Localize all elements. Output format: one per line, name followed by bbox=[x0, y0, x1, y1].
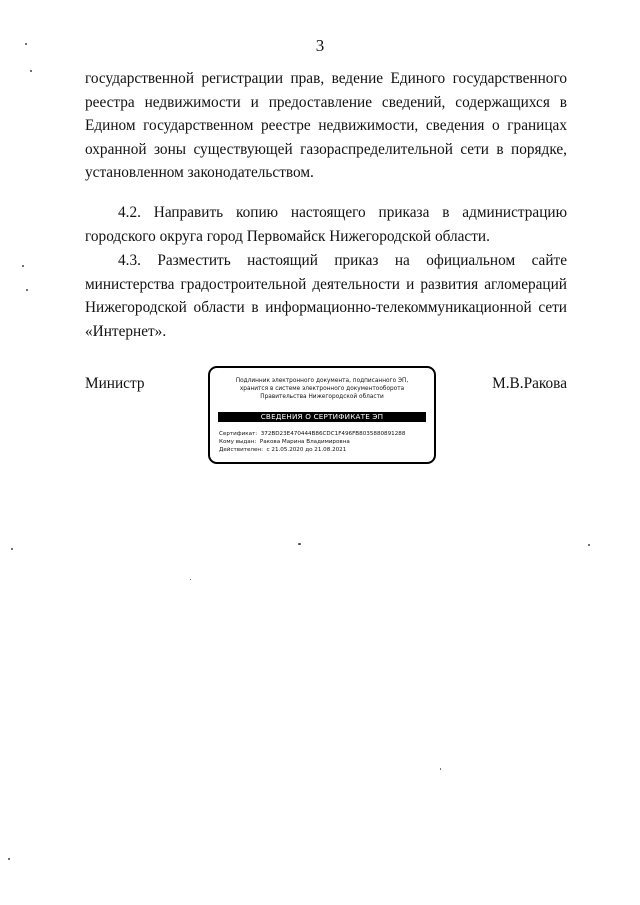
issued-to-row bbox=[219, 439, 405, 447]
validity-value: с 21.05.2020 до 21.08.2021 bbox=[266, 446, 347, 453]
scan-speck bbox=[30, 70, 32, 72]
validity-label: Действителен: bbox=[219, 446, 263, 453]
signer-name: М.В.Ракова bbox=[492, 375, 567, 392]
scan-speck bbox=[440, 768, 441, 770]
scan-speck bbox=[588, 544, 590, 546]
stamp-header-line: Подлинник электронного документа, подписанного ЭП, bbox=[235, 378, 409, 384]
certificate-label: Сертификат: bbox=[219, 431, 258, 437]
electronic-signature-stamp bbox=[208, 366, 436, 464]
certificate-row bbox=[219, 431, 405, 439]
body-paragraph-4-3: 4.3. Разместить настоящий приказ на официальном сайте министерства градостроительной деятельности и развития агломераций Нижегородской области в информационно-телекоммуникационной сети «Интернет». bbox=[85, 252, 567, 340]
stamp-details bbox=[219, 431, 405, 454]
validity-row bbox=[219, 447, 405, 455]
stamp-header bbox=[210, 377, 434, 402]
signer-title: Министр bbox=[85, 375, 145, 392]
scan-speck bbox=[11, 548, 13, 550]
issued-to-value: Ракова Марина Владимировна bbox=[259, 438, 350, 445]
scan-speck bbox=[26, 289, 28, 291]
certificate-value: 372BD23E470444B86CDC1F496FB8035880891288 bbox=[260, 431, 406, 437]
body-paragraph-continuation: государственной регистрации прав, ведение Единого государственного реестра недвижимости и предоставление сведений, содержащихся в Едином государственном реестре недвижимости, сведения о границах охранной зоны существующей газораспределительной сети в порядке, установленном законодательством. bbox=[85, 70, 567, 181]
page-number: 3 bbox=[315, 36, 325, 55]
issued-to-label: Кому выдан: bbox=[219, 438, 257, 445]
stamp-header-line: хранится в системе электронного документооборота bbox=[239, 386, 405, 393]
scan-speck bbox=[190, 579, 191, 580]
stamp-header-line: Правительства Нижегородской области bbox=[260, 394, 384, 401]
scan-speck bbox=[25, 43, 27, 45]
stamp-title-bar: СВЕДЕНИЯ О СЕРТИФИКАТЕ ЭП bbox=[218, 412, 426, 422]
scan-speck bbox=[298, 543, 301, 545]
scan-speck bbox=[22, 265, 24, 267]
scan-speck bbox=[8, 858, 10, 860]
body-paragraph-4-2: 4.2. Направить копию настоящего приказа в администрацию городского округа город Первомайск Нижегородской области. bbox=[85, 204, 567, 245]
